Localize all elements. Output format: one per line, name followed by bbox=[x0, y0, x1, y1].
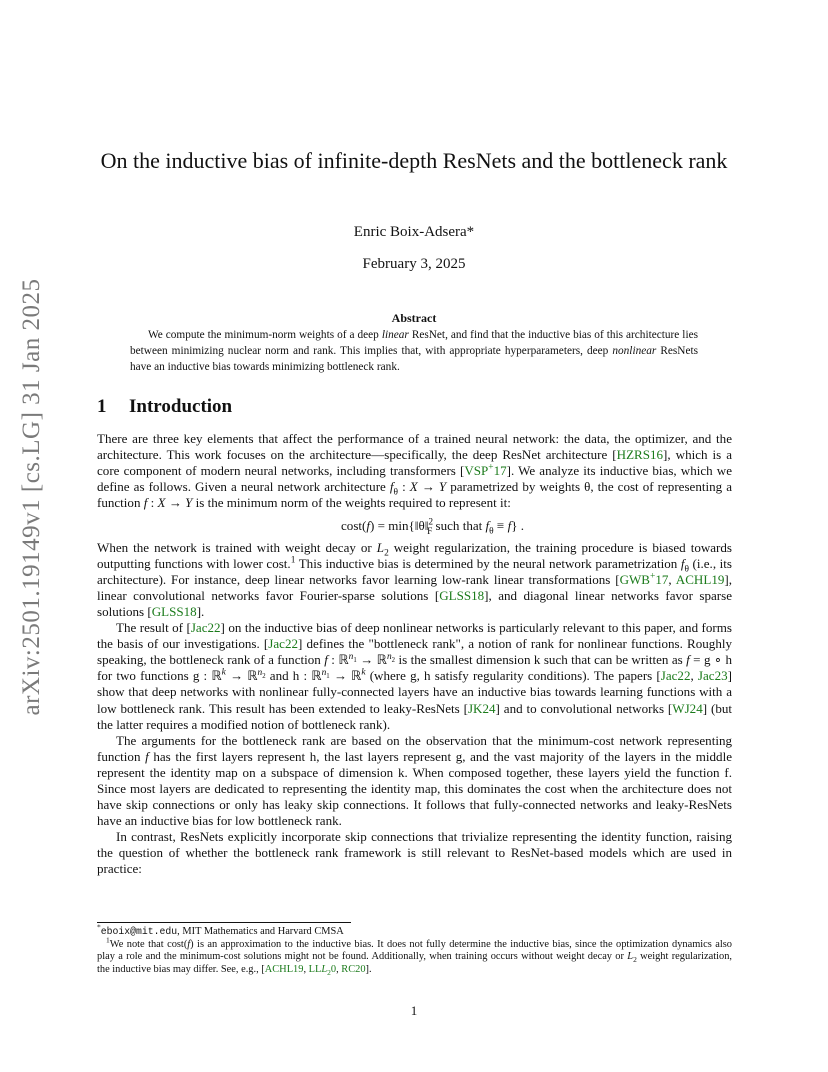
author-affiliation: , MIT Mathematics and Harvard CMSA bbox=[177, 926, 344, 937]
paragraph-4: The arguments for the bottleneck rank are based on the observation that the minimum-cost network representing function f has the first layers represent h, the last layers represent g, and the vast majority of the layers in the middle represent the identity map on a subspace of dimension k. When composed together, these layers yield the function f. Since most layers are dedicated to representing the identity map, this dominates the cost when the architecture does not have skip connections or only has leaky skip connections. It follows that fully-connected networks and leaky-ResNets have an inductive bias for low bottleneck rank. bbox=[97, 732, 732, 829]
paragraph-5: In contrast, ResNets explicitly incorporate skip connections that trivialize representing the identity function, raising the question of whether the bottleneck rank framework is still relevant to ResNet-based models which are used in practice: bbox=[97, 829, 732, 877]
paragraph-2: When the network is trained with weight decay or $L_2$ weight regularization, the training procedure is biased towards outputting functions with lower cost.$^1$ This inductive bias is determined by the neural network parametrization $f_\theta$ (i.e., its architecture). For instance, deep linear networks favor learning low-rank linear transformations [GWB+17, ACHL19], linear convolutional networks favor Fourier-sparse solutions [GLSS18], and diagonal linear networks favor sparse solutions [GLSS18]. bbox=[97, 539, 733, 619]
footnote-1: $^1$We note that cost(f) is an approximation to the inductive bias. It does not fully determine the inductive bias, since the optimization dynamics also play a role and the minimum-cost solutions might not be found. Additionally, when training occurs without weight decay or $L_2$ weight regularization, the inductive bias may differ. See, e.g., [ACHL19, $LLL_20$, RC20]. bbox=[97, 935, 732, 977]
paragraph-3: The result of [Jac22] on the inductive bias of deep nonlinear networks is particularly relevant to this paper, and forms the basis of our investigations. [Jac22] defines the "bottleneck rank", a notion of rank for nonlinear functions. Roughly speaking, the bottleneck rank of a function f : ℝ$^{n_1}$ → ℝ$^{n_2}$ is the smallest dimension k such that can be written as f = g ∘ h for two functions g : ℝ$^k$ → ℝ$^{n_2}$ and h : ℝ$^{n_1}$ → ℝ$^k$ (where g, h satisfy regularity conditions). The papers [Jac22, Jac23] show that deep networks with nonlinear fully-connected layers have an inductive bias towards learning functions with a low bottleneck rank. This result has been extended to leaky-ResNets [JK24] and to convolutional networks [WJ24] (but the latter requires a modified notion of bottleneck rank). bbox=[97, 620, 733, 732]
abstract-text: We compute the minimum-norm weights of a deep linear ResNet, and find that the inductive bias of this architecture lies between minimizing nuclear norm and rank. This implies that, with appropriate hyperparameters, deep nonlinear ResNets have an inductive bias towards minimizing bottleneck rank. bbox=[130, 329, 698, 373]
section-number: 1 bbox=[97, 396, 107, 417]
body-text bbox=[97, 431, 732, 878]
section-heading bbox=[97, 396, 232, 418]
arxiv-identifier: arXiv:2501.19149v1 [cs.LG] 31 Jan 2025 bbox=[18, 278, 45, 716]
footnote-author: *eboix@mit.edu, MIT Mathematics and Harvard CMSA bbox=[97, 922, 344, 937]
arxiv-identifier-sidebar bbox=[14, 262, 50, 732]
page-number: 1 bbox=[410, 1003, 418, 1018]
section-title: Introduction bbox=[129, 396, 233, 417]
author-email: eboix@mit.edu bbox=[100, 926, 178, 937]
paragraph-1: There are three key elements that affect the performance of a trained neural network: the data, the optimizer, and the architecture. This work focuses on the architecture—specifically, the deep ResNet architecture [HZRS16], which is a core component of modern neural networks, including transformers [VSP+17]. We analyze its inductive bias, which we define as follows. Given a neural network architecture $f_\theta$ : X → Y parametrized by weights θ, the cost of representing a function f : X → Y is the minimum norm of the weights required to represent it: bbox=[97, 431, 732, 511]
abstract-heading: Abstract bbox=[391, 311, 437, 325]
footnote-rule bbox=[97, 922, 351, 923]
cost-equation: cost(f) = min{‖θ‖$^2_F$ such that $f_\theta \equiv f$} . bbox=[341, 518, 524, 538]
author-name: Enric Boix-Adsera* bbox=[353, 224, 475, 240]
paper-title: On the inductive bias of infinite-depth ResNets and the bottleneck rank bbox=[100, 148, 728, 173]
paper-date: February 3, 2025 bbox=[362, 256, 466, 272]
